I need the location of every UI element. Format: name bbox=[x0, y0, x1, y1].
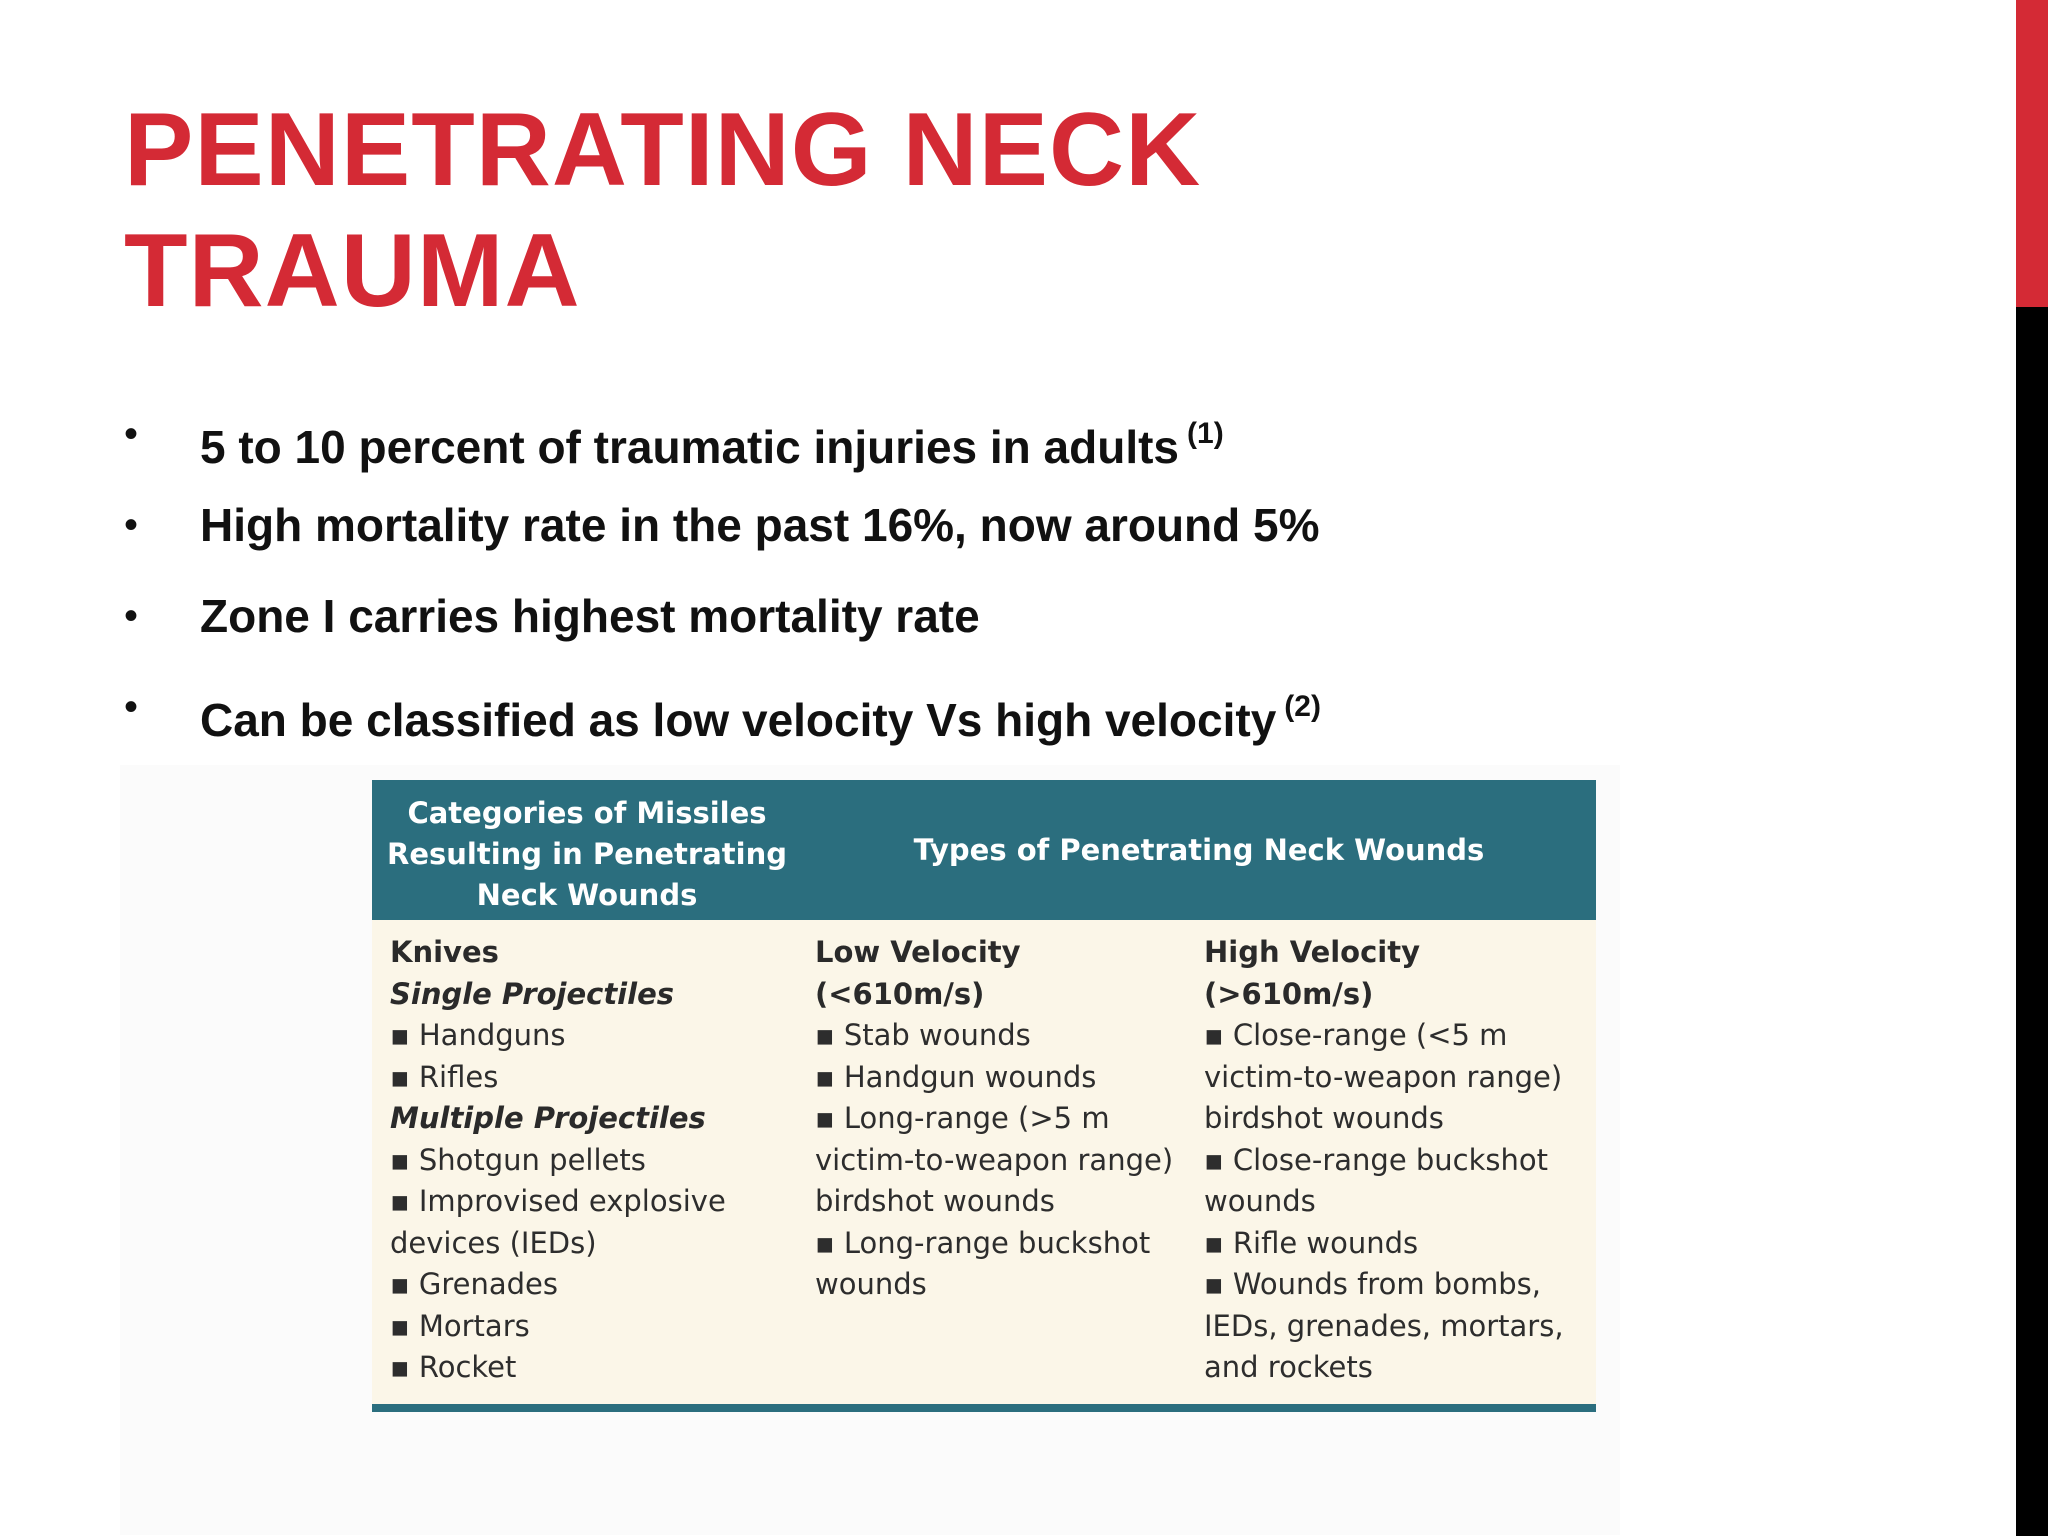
list-item: ▪ Shotgun pellets bbox=[390, 1142, 646, 1177]
header-left-line: Resulting in Penetrating bbox=[386, 837, 787, 871]
column-low-velocity bbox=[815, 932, 1195, 1306]
list-item: ▪ Rifle wounds bbox=[1204, 1225, 1419, 1260]
list-item: wounds bbox=[815, 1267, 927, 1301]
list-item: wounds bbox=[1204, 1184, 1316, 1218]
list-item: ▪ Rocket bbox=[390, 1350, 517, 1384]
bullet-list bbox=[124, 402, 1924, 766]
sidebar-accent-black bbox=[2016, 307, 2048, 1536]
bullet-dot-icon: • bbox=[124, 412, 139, 456]
slide-title-line-1: PENETRATING NECK bbox=[124, 92, 1202, 208]
list-item: victim-to-weapon range) bbox=[1204, 1059, 1563, 1094]
bullet-text bbox=[200, 493, 1320, 557]
bullet-dot-icon: • bbox=[124, 594, 139, 638]
list-item: ▪ Grenades bbox=[390, 1267, 558, 1301]
category-heading-single-projectiles: Single Projectiles bbox=[390, 976, 674, 1011]
citation-superscript: (2) bbox=[1284, 690, 1321, 723]
list-item: ▪ Mortars bbox=[390, 1308, 530, 1343]
list-item: ▪ Handguns bbox=[390, 1018, 566, 1052]
bullet-text bbox=[200, 675, 1321, 752]
slide-title bbox=[124, 90, 1624, 332]
list-item: ▪ Wounds from bombs, bbox=[1204, 1267, 1541, 1301]
list-item: ▪ Close-range (<5 m bbox=[1204, 1018, 1508, 1052]
sidebar-accent-red bbox=[2016, 0, 2048, 307]
bullet-item bbox=[124, 402, 1924, 493]
citation-superscript: (1) bbox=[1187, 417, 1224, 450]
low-velocity-heading: Low Velocity (<610m/s) bbox=[815, 935, 1021, 1011]
bullet-label: Zone I carries highest mortality rate bbox=[200, 590, 980, 642]
slide-title-line-2: TRAUMA bbox=[124, 213, 581, 329]
list-item: ▪ Stab wounds bbox=[815, 1018, 1031, 1052]
list-item: ▪ Improvised explosive bbox=[390, 1184, 726, 1218]
list-item: IEDs, grenades, mortars, bbox=[1204, 1308, 1564, 1343]
table-header bbox=[372, 780, 1596, 920]
table-bottom-rule bbox=[372, 1404, 1596, 1412]
header-left-line: Neck Wounds bbox=[476, 878, 698, 912]
category-heading-knives: Knives bbox=[390, 935, 499, 969]
bullet-dot-icon: • bbox=[124, 685, 139, 729]
list-item: and rockets bbox=[1204, 1350, 1373, 1384]
column-high-velocity bbox=[1204, 932, 1584, 1389]
list-item: ▪ Close-range buckshot bbox=[1204, 1142, 1549, 1177]
list-item: devices (IEDs) bbox=[390, 1225, 597, 1260]
list-item: ▪ Handgun wounds bbox=[815, 1059, 1097, 1094]
bullet-label: High mortality rate in the past 16%, now around 5% bbox=[200, 499, 1320, 551]
bullet-label: 5 to 10 percent of traumatic injuries in adults bbox=[200, 421, 1180, 473]
header-categories-of-missiles bbox=[372, 793, 802, 916]
list-item: ▪ Long-range (>5 m bbox=[815, 1101, 1110, 1135]
bullet-item bbox=[124, 493, 1924, 584]
list-item: victim-to-weapon range) bbox=[815, 1142, 1174, 1177]
bullet-text bbox=[200, 584, 980, 648]
list-item: ▪ Long-range buckshot bbox=[815, 1225, 1151, 1260]
high-velocity-heading: High Velocity (>610m/s) bbox=[1204, 935, 1420, 1011]
list-item: ▪ Rifles bbox=[390, 1059, 499, 1094]
bullet-item bbox=[124, 584, 1924, 675]
header-types-of-wounds: Types of Penetrating Neck Wounds bbox=[913, 833, 1485, 867]
bullet-item bbox=[124, 675, 1924, 766]
list-item: birdshot wounds bbox=[1204, 1101, 1444, 1135]
list-item: birdshot wounds bbox=[815, 1184, 1055, 1218]
header-left-line: Categories of Missiles bbox=[407, 796, 767, 830]
missile-categories-table bbox=[372, 780, 1596, 1412]
category-heading-multiple-projectiles: Multiple Projectiles bbox=[390, 1101, 706, 1135]
bullet-dot-icon: • bbox=[124, 503, 139, 547]
bullet-label: Can be classified as low velocity Vs high velocity bbox=[200, 694, 1277, 746]
bullet-text bbox=[200, 402, 1224, 479]
column-missile-categories bbox=[390, 932, 790, 1389]
